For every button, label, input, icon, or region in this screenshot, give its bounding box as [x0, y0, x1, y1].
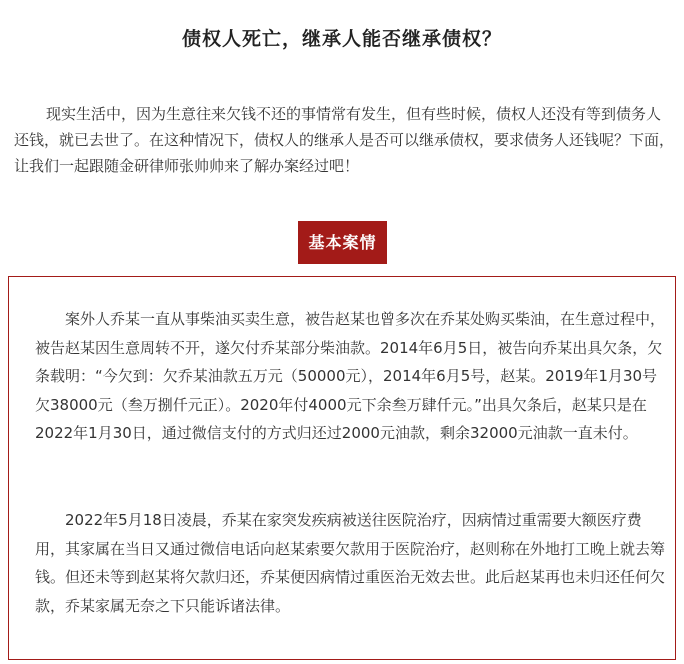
intro-paragraph: 现实生活中，因为生意往来欠钱不还的事情常有发生，但有些时候，债权人还没有等到债务人还钱，就已去世了。在这种情况下，债权人的继承人是否可以继承债权，要求债务人还钱呢？下面，让我们一起跟随金研律师张帅帅来了解办案经过吧！ — [14, 105, 675, 175]
section-label-basic-case: 基本案情 — [298, 221, 387, 264]
case-paragraph: 案外人乔某一直从事柴油买卖生意，被告赵某也曾多次在乔某处购买柴油，在生意过程中，被告赵某因生意周转不开，遂欠付乔某部分柴油款。2014年6月5日，被告向乔某出具欠条，欠条载明：“今欠到：欠乔某油款五万元（50000元），2014年6月5号，赵某。2019年1月30号欠38000元（叁万捌仟元正）。2020年付4000元下余叁万肆仟元。”出具欠条后，赵某只是在2022年1月30日，通过微信支付的方式归还过2000元油款，剩余32000元油款一直未付。 — [35, 310, 666, 443]
article-title: 债权人死亡，继承人能否继承债权？ — [181, 28, 502, 50]
case-paragraph: 2022年5月18日凌晨，乔某在家突发疾病被送往医院治疗，因病情过重需要大额医疗费用，其家属在当日又通过微信电话向赵某索要欠款用于医院治疗，赵则称在外地打工晚上就去筹钱。但还未等到赵某将欠款归还，乔某便因病情过重医治无效去世。此后赵某再也未归还任何欠款，乔某家属无奈之下只能诉诸法律。 — [35, 511, 666, 615]
case-content-box — [8, 276, 676, 660]
